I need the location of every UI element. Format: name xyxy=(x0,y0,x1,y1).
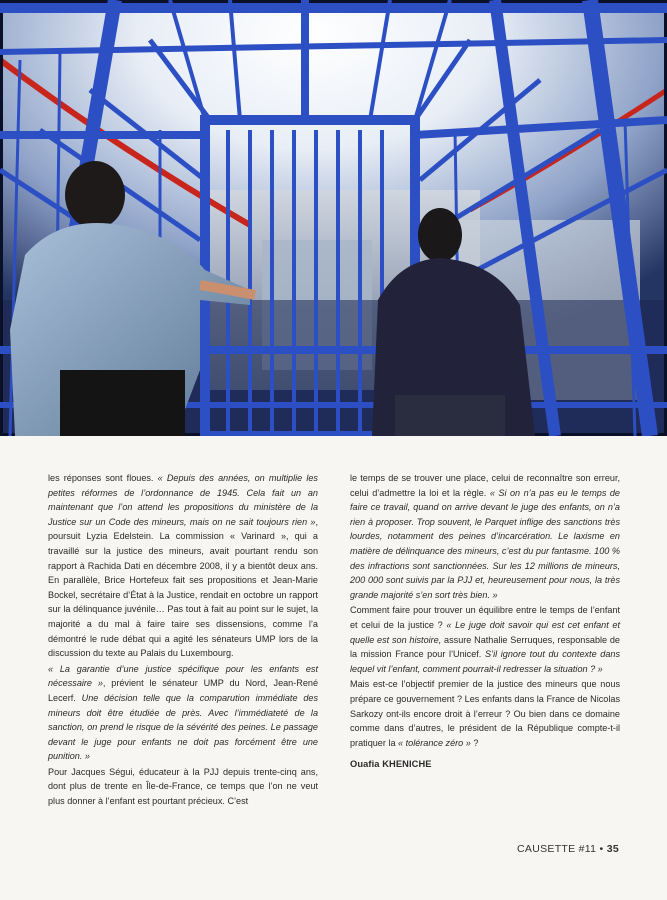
quote: « La garantie d’une justice spécifique pour les enfants est nécessaire » xyxy=(48,663,318,689)
text-run: Pour Jacques Ségui, éducateur à la PJJ depuis trente-cinq ans, dont plus de trente en Île-de-France, ce temps que l’on ne veut plus donner à l’enfant est pourtant précieux. C’est xyxy=(48,766,318,807)
text-run: les réponses sont floues. xyxy=(48,473,158,483)
prison-gate-photo xyxy=(0,0,667,436)
text-run: Comment faire pour trouver un équilibre entre le temps de l’enfant et celui de la justice ? xyxy=(350,605,620,630)
text-run: assure Nathalie Serruques, responsable de la mission France pour l’Unicef. xyxy=(350,634,620,660)
quote: « tolérance zéro » xyxy=(398,737,471,748)
page-footer xyxy=(517,843,619,855)
article-column-left xyxy=(48,471,318,831)
article-column-right xyxy=(350,471,620,831)
article-body xyxy=(48,471,620,831)
paragraph xyxy=(48,471,318,661)
page-number: 35 xyxy=(606,843,619,855)
quote: S’il ignore tout du contexte dans lequel vit l’enfant, comment pourrait-il redresser la situation ? » xyxy=(350,649,620,674)
paragraph xyxy=(350,677,620,750)
text-run: Mais est-ce l’objectif premier de la justice des mineurs que nous prépare ce gouvernement ? Les enfants dans la France de Nicolas Sarkozy ont-ils encore droit à l’erreur ? Ou bien dans ce domaine comme dans d’autres, le président de la République compte-t-il pratiquer la xyxy=(350,679,620,748)
quote: « Si on n’a pas eu le temps de faire ce travail, quand on arrive devant le juge des enfants, on n’a rien à proposer. Trop souvent, le Parquet inflige des sanctions très lourdes, notamment des peines d’incarcération. Le laxisme en matière de délinquance des mineurs, c’est du pur fantasme. 100 % des infractions sont sanctionnées. Sur les 12 millions de mineurs, 200 000 sont suivis par la PJJ et, heureusement pour nous, la très grande majorité s’en sort très bien. » xyxy=(350,487,620,600)
quote: « Le juge doit savoir qui est cet enfant et quelle est son histoire, xyxy=(350,619,620,645)
text-run: ? xyxy=(470,737,479,748)
quote: Une décision telle que la comparution immédiate des mineurs doit être étudiée de près. Avec l’immédiateté de la sanction, on prend le risque de la sévérité des peines. Le passage devant le juge pour enfants ne doit pas forcément être une punition. » xyxy=(48,692,318,762)
paragraph xyxy=(48,765,318,809)
text-run: , prévient le sénateur UMP du Nord, Jean-René Lecerf. xyxy=(48,678,319,703)
footer-bullet: • xyxy=(596,843,607,855)
magazine-issue: CAUSETTE #11 xyxy=(517,843,597,855)
quote: « Depuis des années, on multiplie les petites réformes de l’ordonnance de 1945. Cela fait un an maintenant que l’on attend les propositions du ministère de la Justice sur un Code des mineurs, mais on ne sait toujours rien » xyxy=(48,473,318,527)
author-signature: Ouafia KHENICHE xyxy=(350,759,432,770)
photo-illustration xyxy=(0,0,667,436)
text-run: le temps de se trouver une place, celui de reconnaître son erreur, celui d’admettre la loi et la règle. xyxy=(350,473,620,498)
paragraph xyxy=(350,603,620,676)
text-run: , poursuit Lyzia Edelstein. La commission « Varinard », qui a travaillé sur la justice des mineurs, avait pourtant rendu son rapport à Rachida Dati en décembre 2008, il y a bientôt deux ans. En parallèle, Brice Hortefeux fait ses propositions et Jean-Marie Bockel, secrétaire d’État à la Justice, rendait en octobre un rapport sur la délinquance juvénile… Pas tout à fait au point sur le sujet, la majorité a du mal à faire taire ses dissensions, comme l’a démontré le rude débat qui a agité les sénateurs UMP lors de la discussion du texte au Palais du Luxembourg. xyxy=(48,516,318,659)
paragraph xyxy=(48,662,318,764)
paragraph xyxy=(350,471,620,602)
